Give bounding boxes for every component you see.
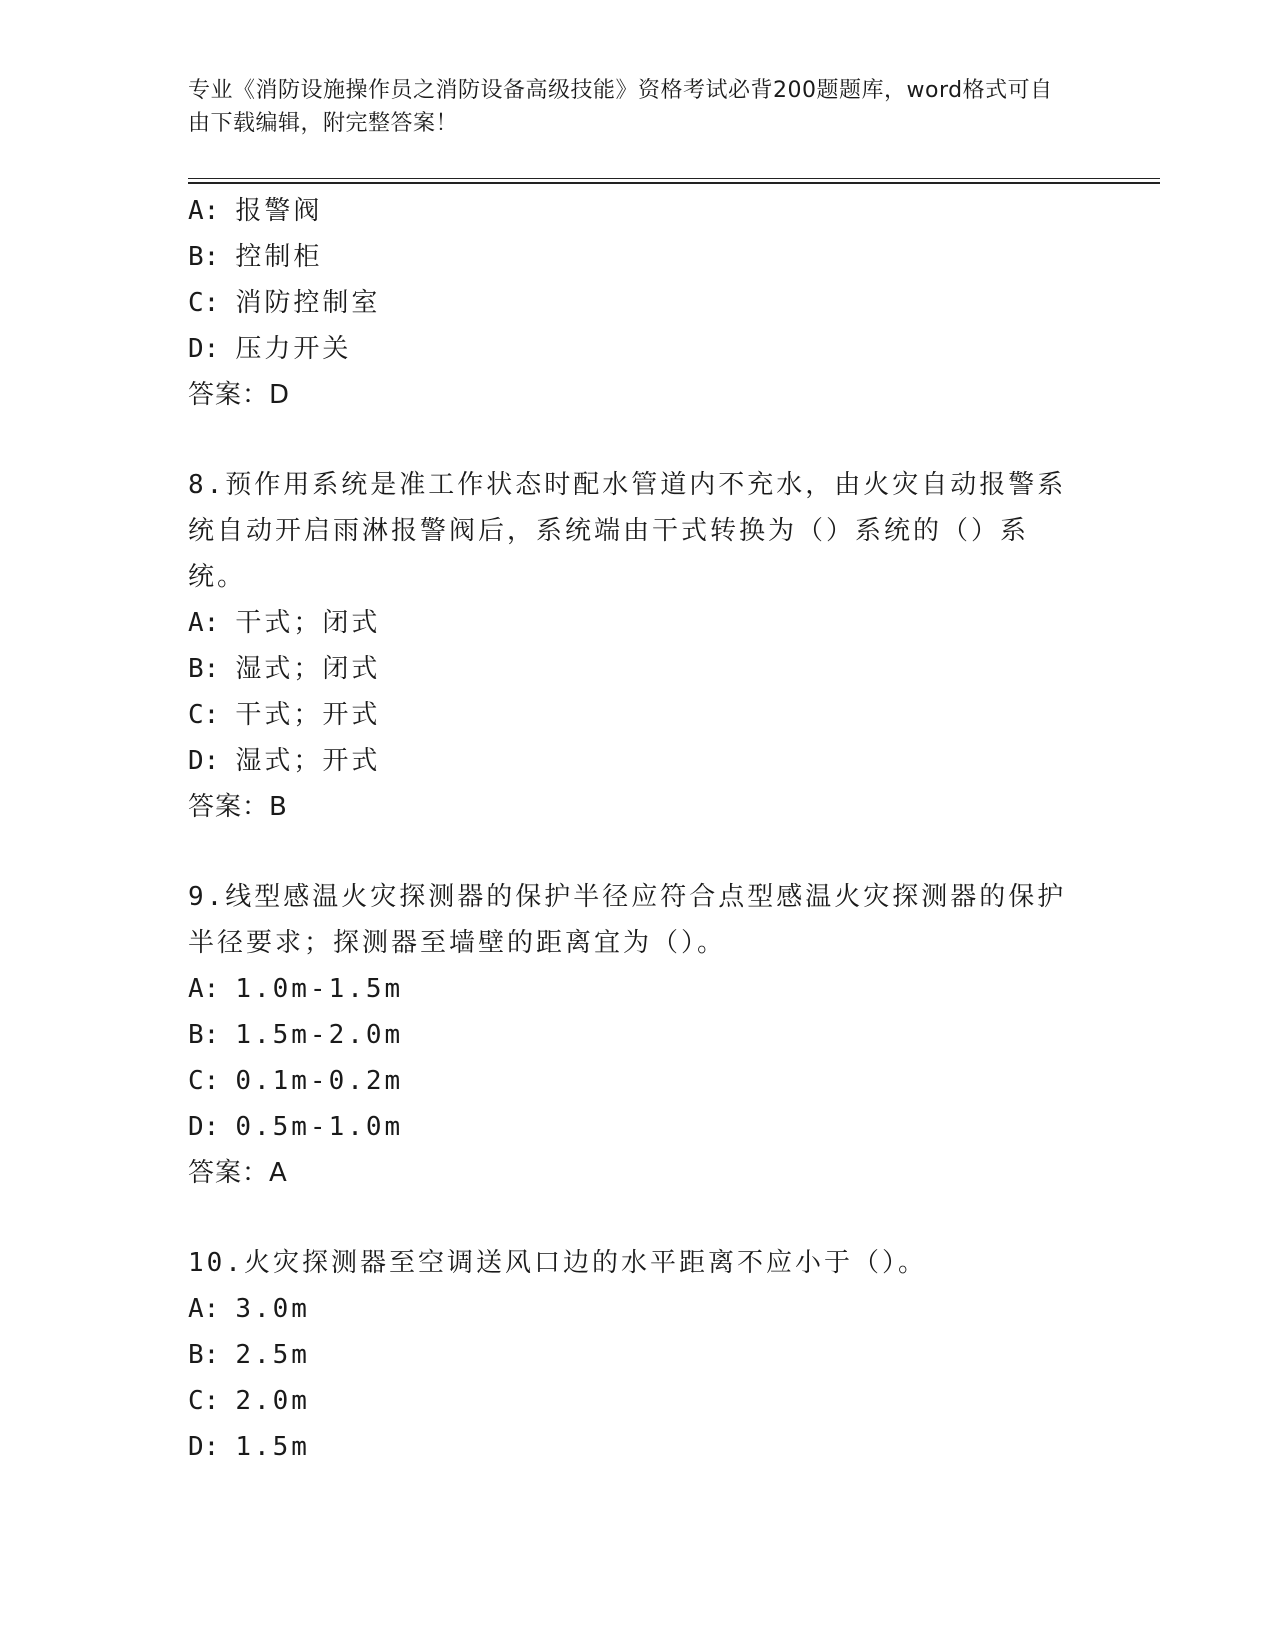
question-9 — [188, 874, 1068, 1196]
option-a: A: 干式；闭式 — [188, 608, 381, 638]
question-stem: 9.线型感温火灾探测器的保护半径应符合点型感温火灾探测器的保护半径要求；探测器至墙壁的距离宜为（）。 — [188, 882, 1067, 958]
answer-line: 答案：D — [188, 380, 291, 410]
answer-line: 答案：B — [188, 792, 288, 822]
option-d: D: 0.5m-1.0m — [188, 1112, 404, 1142]
question-7 — [188, 188, 1068, 418]
question-stem: 8.预作用系统是准工作状态时配水管道内不充水，由火灾自动报警系统自动开启雨淋报警阀后，系统端由干式转换为（）系统的（）系统。 — [188, 470, 1067, 592]
option-b: B: 控制柜 — [188, 242, 323, 272]
answer-value: B — [269, 792, 288, 822]
answer-value: D — [269, 380, 291, 410]
option-c: C: 消防控制室 — [188, 288, 381, 318]
question-stem: 10.火灾探测器至空调送风口边的水平距离不应小于（）。 — [188, 1248, 927, 1278]
option-b: B: 湿式；闭式 — [188, 654, 381, 684]
answer-line: 答案：A — [188, 1158, 288, 1188]
header-divider-thick — [188, 182, 1160, 184]
option-c: C: 干式；开式 — [188, 700, 381, 730]
option-b: B: 2.5m — [188, 1340, 310, 1370]
question-list — [188, 188, 1068, 1470]
header-divider-thin — [188, 178, 1160, 179]
option-a: A: 报警阀 — [188, 196, 323, 226]
option-d: D: 1.5m — [188, 1432, 310, 1462]
option-b: B: 1.5m-2.0m — [188, 1020, 404, 1050]
document-header: 专业《消防设施操作员之消防设备高级技能》资格考试必背200题题库，word格式可自由下载编辑，附完整答案！ — [188, 78, 1053, 136]
option-a: A: 3.0m — [188, 1294, 310, 1324]
option-d: D: 压力开关 — [188, 334, 352, 364]
option-c: C: 2.0m — [188, 1386, 310, 1416]
option-d: D: 湿式；开式 — [188, 746, 381, 776]
answer-value: A — [269, 1158, 288, 1188]
option-c: C: 0.1m-0.2m — [188, 1066, 404, 1096]
question-8 — [188, 462, 1068, 830]
question-10 — [188, 1240, 1068, 1470]
option-a: A: 1.0m-1.5m — [188, 974, 404, 1004]
